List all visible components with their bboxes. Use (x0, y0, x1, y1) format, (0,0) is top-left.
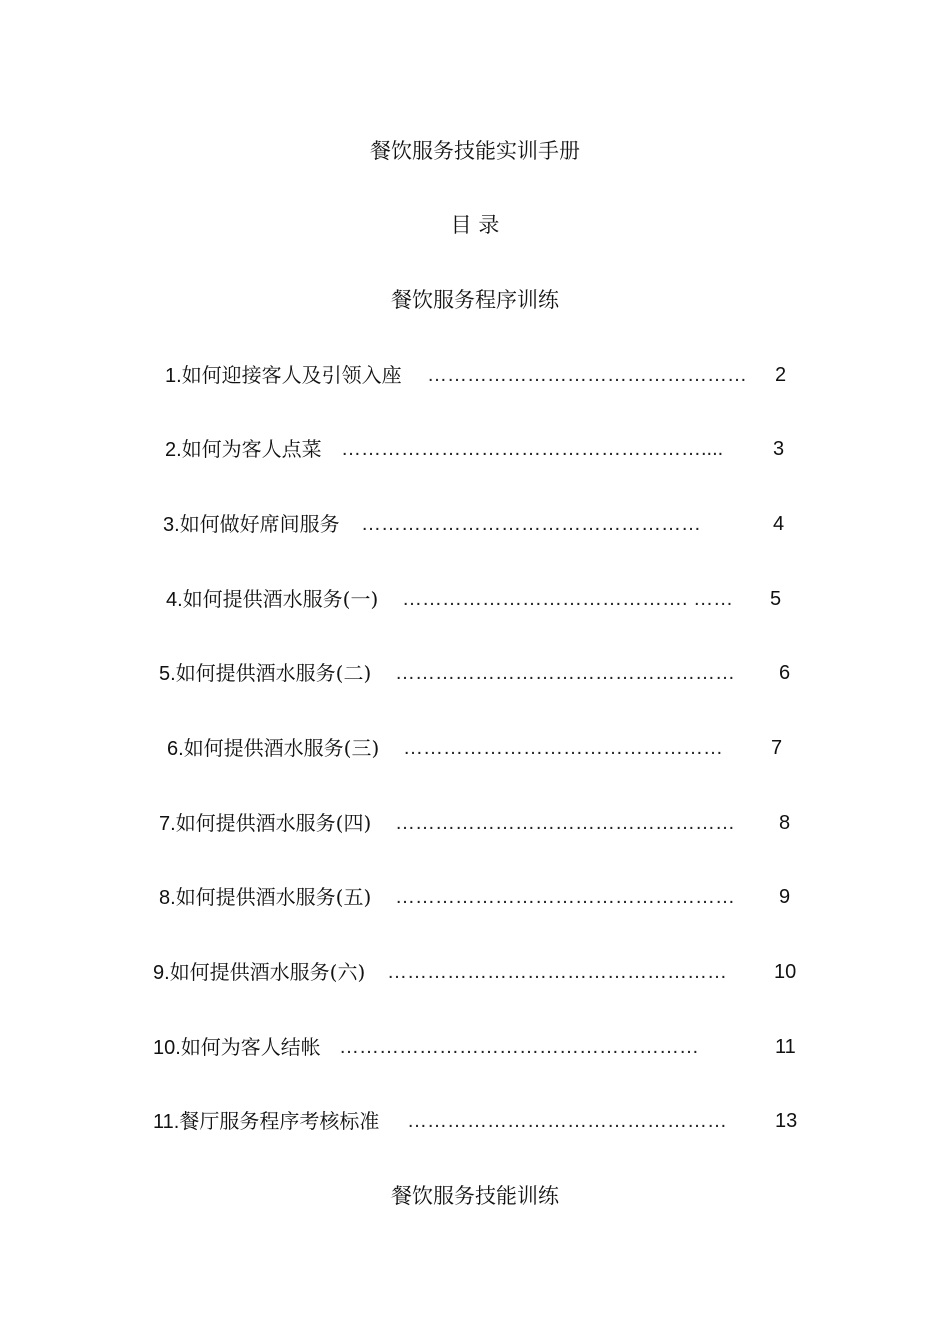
toc-entry[interactable] (159, 658, 794, 688)
toc-entry[interactable] (163, 509, 790, 539)
toc-entry-page: 7 (771, 737, 783, 759)
toc-entry-number: 9. (153, 962, 170, 984)
toc-entry[interactable] (165, 360, 790, 390)
toc-entry-page: 2 (775, 364, 787, 386)
toc-entry[interactable] (153, 1032, 800, 1062)
toc-entry[interactable] (167, 733, 790, 763)
toc-entry-title: 如何提供酒水服务(二) (175, 661, 372, 685)
toc-entry-number: 7. (159, 813, 176, 835)
toc-entry-title: 餐厅服务程序考核标准 (179, 1109, 380, 1133)
toc-entry[interactable] (159, 808, 794, 838)
toc-entry-title: 如何为客人点菜 (181, 437, 322, 461)
toc-entry-leader: ……………………………………. …… (402, 588, 734, 610)
toc-entry-leader: ………………………………………… (427, 364, 747, 386)
toc-entry-number: 4. (166, 589, 183, 611)
toc-entry[interactable] (166, 584, 790, 614)
toc-entry-title: 如何提供酒水服务(四) (175, 811, 372, 835)
toc-entry-page: 11 (775, 1036, 796, 1058)
toc-entry-leader: ………………………………………… (407, 1110, 727, 1132)
toc-entry-page: 8 (779, 812, 791, 834)
toc-entry-number: 8. (159, 887, 176, 909)
toc-entry-number: 11. (153, 1111, 180, 1133)
toc-entry-leader: ……………………………………………….... (341, 438, 724, 460)
toc-entry-number: 5. (159, 663, 176, 685)
toc-entry-title: 如何迎接客人及引领入座 (181, 363, 402, 387)
toc-entry-title: 如何做好席间服务 (179, 512, 340, 536)
toc-entry-leader: …………………………………………… (361, 513, 701, 535)
toc-entry-number: 3. (163, 514, 180, 536)
toc-entry-leader: …………………………………………… (395, 812, 735, 834)
toc-entry-leader: …………………………………………… (387, 961, 727, 983)
toc-entry[interactable] (159, 882, 794, 912)
toc-entry-title: 如何提供酒水服务(一) (182, 587, 379, 611)
toc-entry-page: 4 (773, 513, 785, 535)
toc-heading: 目 录 (450, 213, 500, 237)
toc-entry[interactable] (153, 1106, 800, 1136)
toc-entry-number: 2. (165, 439, 182, 461)
toc-entry-number: 1. (165, 365, 182, 387)
toc-entry-number: 10. (153, 1037, 181, 1059)
toc-entry-page: 13 (775, 1110, 798, 1132)
toc-entry-title: 如何提供酒水服务(三) (183, 736, 380, 760)
toc-entry[interactable] (153, 957, 800, 987)
toc-entry-leader: ………………………………………… (403, 737, 723, 759)
toc-entry-page: 5 (770, 588, 782, 610)
toc-entry-title: 如何为客人结帐 (180, 1035, 321, 1059)
toc-entry[interactable] (165, 434, 790, 464)
section-heading-procedures: 餐饮服务程序训练 (391, 288, 559, 312)
toc-entry-title: 如何提供酒水服务(五) (175, 885, 372, 909)
toc-entry-page: 3 (773, 438, 785, 460)
toc-entry-page: 10 (774, 961, 797, 983)
section-heading-skills: 餐饮服务技能训练 (391, 1184, 559, 1208)
toc-entry-leader: …………………………………………… (395, 886, 735, 908)
toc-entry-leader: ……………………………………………… (339, 1036, 699, 1058)
toc-entry-number: 6. (167, 738, 184, 760)
toc-entry-page: 6 (779, 662, 791, 684)
toc-entry-page: 9 (779, 886, 791, 908)
toc-entry-title: 如何提供酒水服务(六) (169, 960, 366, 984)
toc-entry-leader: …………………………………………… (395, 662, 735, 684)
document-title: 餐饮服务技能实训手册 (370, 139, 580, 163)
